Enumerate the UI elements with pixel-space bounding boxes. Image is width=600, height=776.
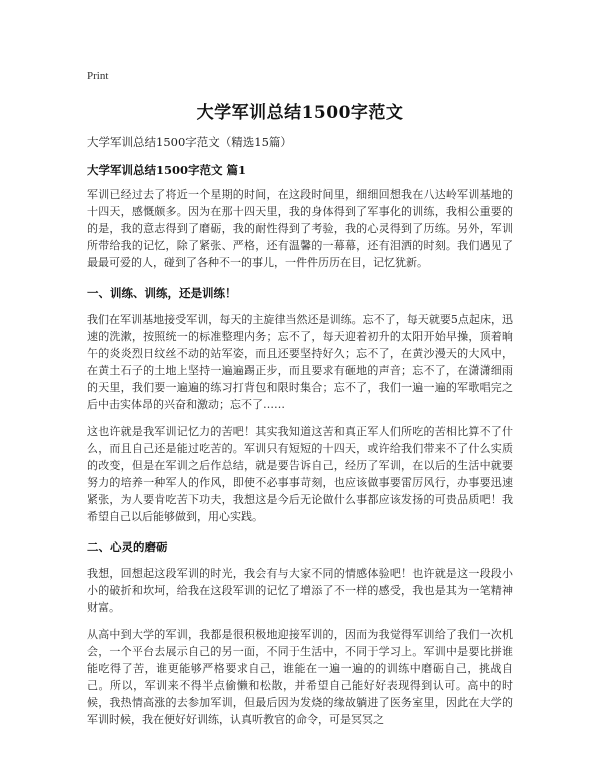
document-title: 大学军训总结1500字范文 xyxy=(196,103,404,123)
document-page xyxy=(87,62,513,728)
document-subtitle: 大学军训总结1500字范文（精选15篇） xyxy=(87,135,292,149)
paragraph-5: 从高中到大学的军训，我都是很积极地迎接军训的，因而为我觉得军训给了我们一次机会，一个平台去展示自己的另一面，不同于生活中，不同于学习上。军训中是要比拼谁能吃得了苦，谁更能够严格要求自己，谁能在一遍一遍的的训练中磨砺自己，挑战自己。所以，军训来不得半点偷懒和松散，并希望自己能好好表现得到认可。高中的时候，我热情高涨的去参加军训，但最后因为发烧的缘故躺进了医务室里，因此在大学的军训时候，我在便好好训练，认真听教官的命令，可是冥冥之 xyxy=(87,628,513,726)
paragraph-1: 军训已经过去了将近一个星期的时间，在这段时间里，细细回想我在八达岭军训基地的十四天，感慨颇多。因为在那十四天里，我的身体得到了军事化的训练，我相公重要的的是，我的意志得到了磨砺，我的耐性得到了考验，我的心灵得到了历练。另外，军训所带给我的记忆，除了紧张、严格，还有温馨的一幕幕，还有泪洒的时刻。我们遇见了最最可爱的人，碰到了各种不一的事儿，一件件历历在目，记忆犹新。 xyxy=(87,188,513,269)
paragraph-3: 这也许就是我军训记忆力的苦吧！其实我知道这苦和真正军人们所吃的苦相比算不了什么，而且自己还是能过吃苦的。军训只有短短的十四天，或许给我们带来不了什么实质的改变，但是在军训之后作总结，就是要告诉自己，经历了军训，在以后的生活中就要努力的培养一种军人的作风，即使不必事事苛刻，也应该做事要雷厉风行，办事要迅速紧张，为人要肯吃苦下功夫，我想这是今后无论做什么事都应该发扬的可贵品质吧！我希望自己以后能够做到，用心实践。 xyxy=(87,425,513,523)
paragraph-2: 我们在军训基地接受军训，每天的主旋律当然还是训练。忘不了，每天就要5点起床，迅速的洗漱，按照统一的标准整理内务；忘不了，每天迎着初升的太阳开始早操，顶着晌午的炎炎烈日纹丝不动的站军姿，而且还要坚持好久；忘不了，在黄沙漫天的大风中，在黄土石子的土地上坚持一遍遍踢正步，而且要求有砸地的声音；忘不了，在潇潇细雨的天里，我们要一遍遍的练习打背包和限时集合；忘不了，我们一遍一遍的军歌唱完之后中击实体昂的兴奋和激动；忘不了…… xyxy=(87,313,513,411)
paragraph-4: 我想，回想起这段军训的时光，我会有与大家不同的情感体验吧！也许就是这一段段小小的破折和坎坷，给我在这段军训的记忆了增添了不一样的感受，我也是其为一笔精神财富。 xyxy=(87,567,513,614)
print-label[interactable]: Print xyxy=(87,70,109,82)
heading-1: 一、训练、训练，还是训练！ xyxy=(87,286,237,300)
heading-2: 二、心灵的磨砺 xyxy=(87,540,168,554)
section-title: 大学军训总结1500字范文 篇1 xyxy=(87,163,247,177)
